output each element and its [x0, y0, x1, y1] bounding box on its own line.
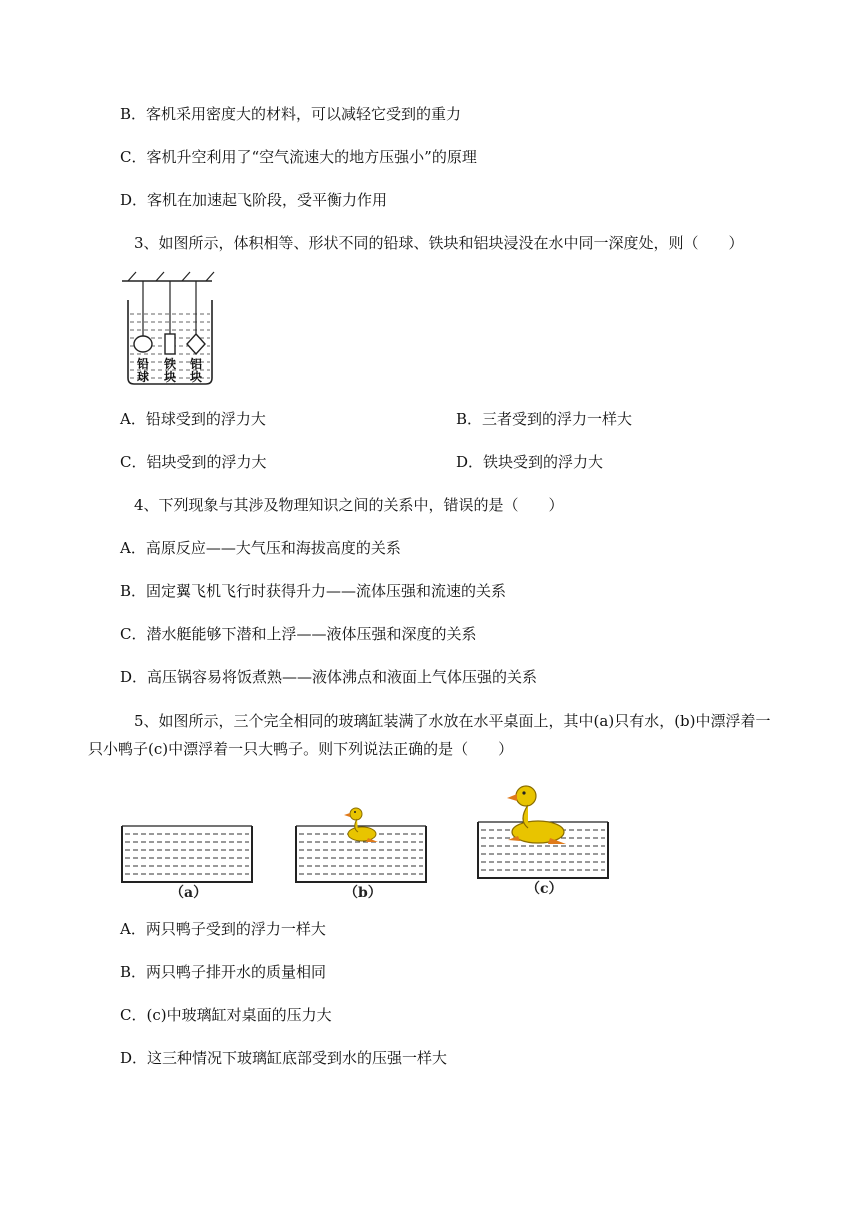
svg-text:块: 块 [189, 370, 203, 384]
q5-option-b: B．两只鸭子排开水的质量相同 [120, 963, 327, 981]
q4-option-b: B．固定翼飞机飞行时获得升力——流体压强和流速的关系 [120, 582, 507, 600]
svg-text:铁: 铁 [163, 357, 177, 371]
q5-label-b: （b） [344, 885, 382, 901]
q3-option-c: C．铝块受到的浮力大 [120, 453, 267, 471]
q5-figure [116, 774, 616, 902]
big-duck-icon [507, 786, 566, 844]
q5-label-c: （c） [526, 881, 563, 897]
q5-stem-line2: 只小鸭子(c)中漂浮着一只大鸭子。则下列说法正确的是（ ） [88, 740, 514, 758]
q5-label-a: （a） [170, 885, 208, 901]
q4-option-c: C．潜水艇能够下潜和上浮——液体压强和深度的关系 [120, 625, 477, 643]
svg-text:铅: 铅 [136, 357, 150, 371]
q5-option-c: C．(c)中玻璃缸对桌面的压力大 [120, 1006, 332, 1024]
q2-option-d: D．客机在加速起飞阶段，受平衡力作用 [120, 191, 388, 209]
q3-option-b: B．三者受到的浮力一样大 [456, 410, 633, 428]
svg-text:块: 块 [163, 370, 177, 384]
svg-text:球: 球 [136, 370, 150, 384]
q4-option-d: D．高压锅容易将饭煮熟——液体沸点和液面上气体压强的关系 [120, 668, 538, 686]
q4-stem: 4、下列现象与其涉及物理知识之间的关系中，错误的是（ ） [134, 496, 564, 514]
q2-option-b: B．客机采用密度大的材料，可以减轻它受到的重力 [120, 105, 462, 123]
q3-stem: 3、如图所示，体积相等、形状不同的铅球、铁块和铝块浸没在水中同一深度处，则（ ） [134, 234, 744, 252]
q4-option-a: A．高原反应——大气压和海拔高度的关系 [120, 539, 401, 557]
q3-figure [118, 270, 218, 388]
svg-text:铝: 铝 [189, 357, 203, 371]
small-duck-icon [344, 808, 378, 842]
tank-a [122, 826, 252, 882]
q3-option-d: D．铁块受到的浮力大 [456, 453, 604, 471]
q5-option-a: A．两只鸭子受到的浮力一样大 [120, 920, 326, 938]
q2-option-c: C．客机升空利用了“空气流速大的地方压强小”的原理 [120, 148, 477, 166]
q5-option-d: D．这三种情况下玻璃缸底部受到水的压强一样大 [120, 1049, 448, 1067]
q5-stem-line1: 5、如图所示，三个完全相同的玻璃缸装满了水放在水平桌面上，其中(a)只有水，(b)中漂浮着一 [134, 712, 771, 730]
q3-option-a: A．铅球受到的浮力大 [120, 410, 266, 428]
